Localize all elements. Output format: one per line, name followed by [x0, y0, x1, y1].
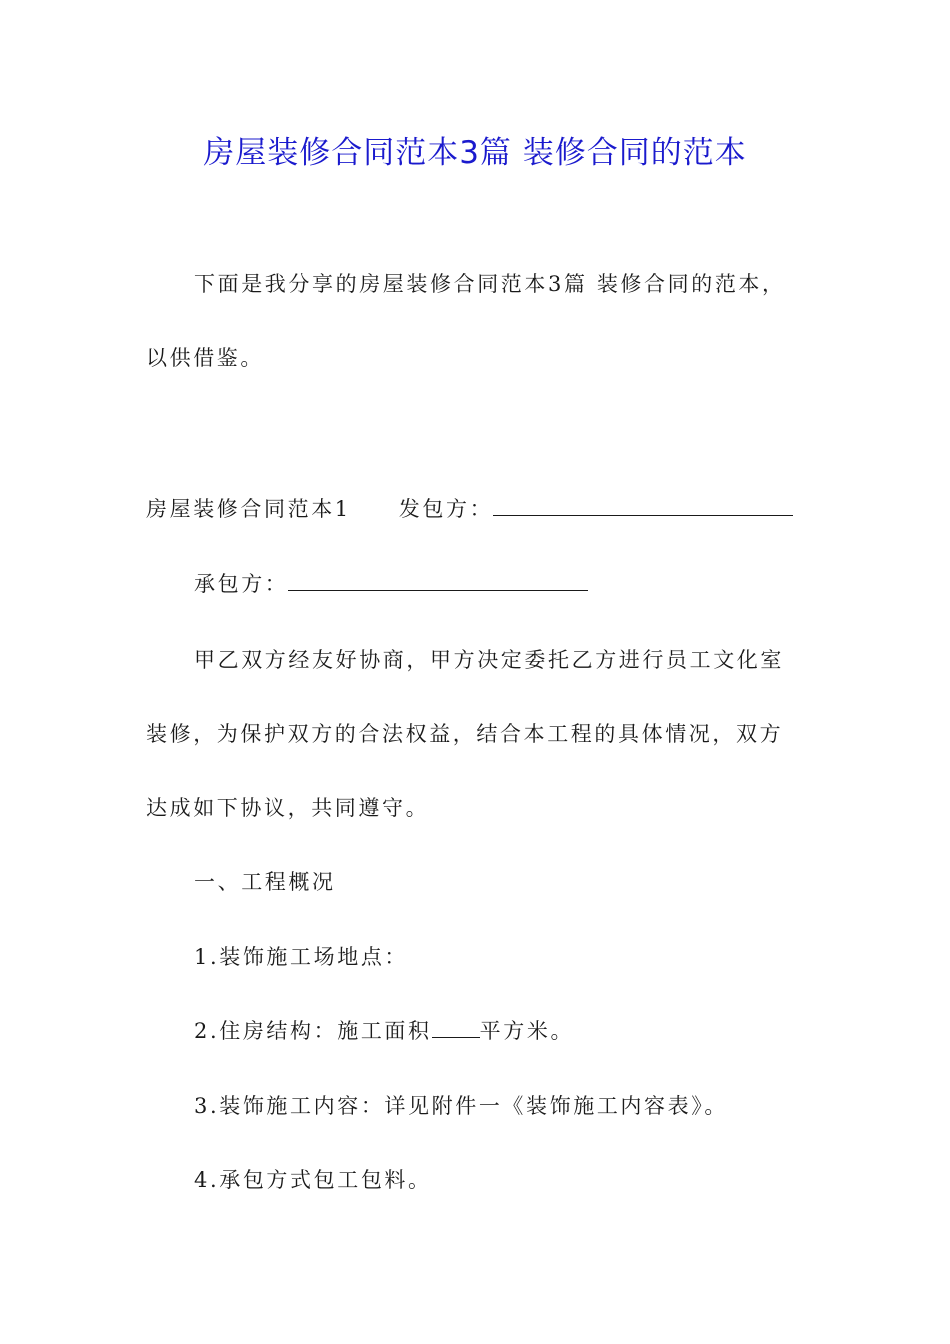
employer-label: 发包方： [398, 497, 494, 521]
contractor-label: 承包方： [194, 572, 289, 596]
contractor-row [194, 568, 588, 600]
paragraph-line-3: 达成如下协议，共同遵守。 [146, 796, 430, 820]
document-title: 房屋装修合同范本3篇 装修合同的范本 [203, 135, 747, 171]
contract-heading: 房屋装修合同范本1 [146, 497, 351, 521]
section-item-2 [194, 1015, 574, 1047]
section-item-2-suffix: 平方米。 [479, 1019, 575, 1043]
employer-blank [493, 493, 793, 516]
intro-line-2: 以供借鉴。 [146, 346, 264, 370]
section-item-3: 3.装饰施工内容：详见附件一《装饰施工内容表》。 [194, 1094, 728, 1118]
area-blank [432, 1015, 480, 1038]
contract-heading-row [146, 493, 793, 525]
paragraph-line-1: 甲乙双方经友好协商，甲方决定委托乙方进行员工文化室 [194, 648, 784, 672]
section-item-1: 1.装饰施工场地点： [194, 945, 409, 969]
intro-line-1: 下面是我分享的房屋装修合同范本3篇 装修合同的范本， [194, 272, 786, 296]
paragraph-line-2: 装修，为保护双方的合法权益，结合本工程的具体情况，双方 [146, 722, 784, 746]
contractor-blank [288, 568, 588, 591]
section-item-4: 4.承包方式包工包料。 [194, 1168, 432, 1192]
section-item-2-prefix: 2.住房结构：施工面积 [194, 1019, 432, 1043]
section-heading: 一、工程概况 [194, 870, 336, 894]
